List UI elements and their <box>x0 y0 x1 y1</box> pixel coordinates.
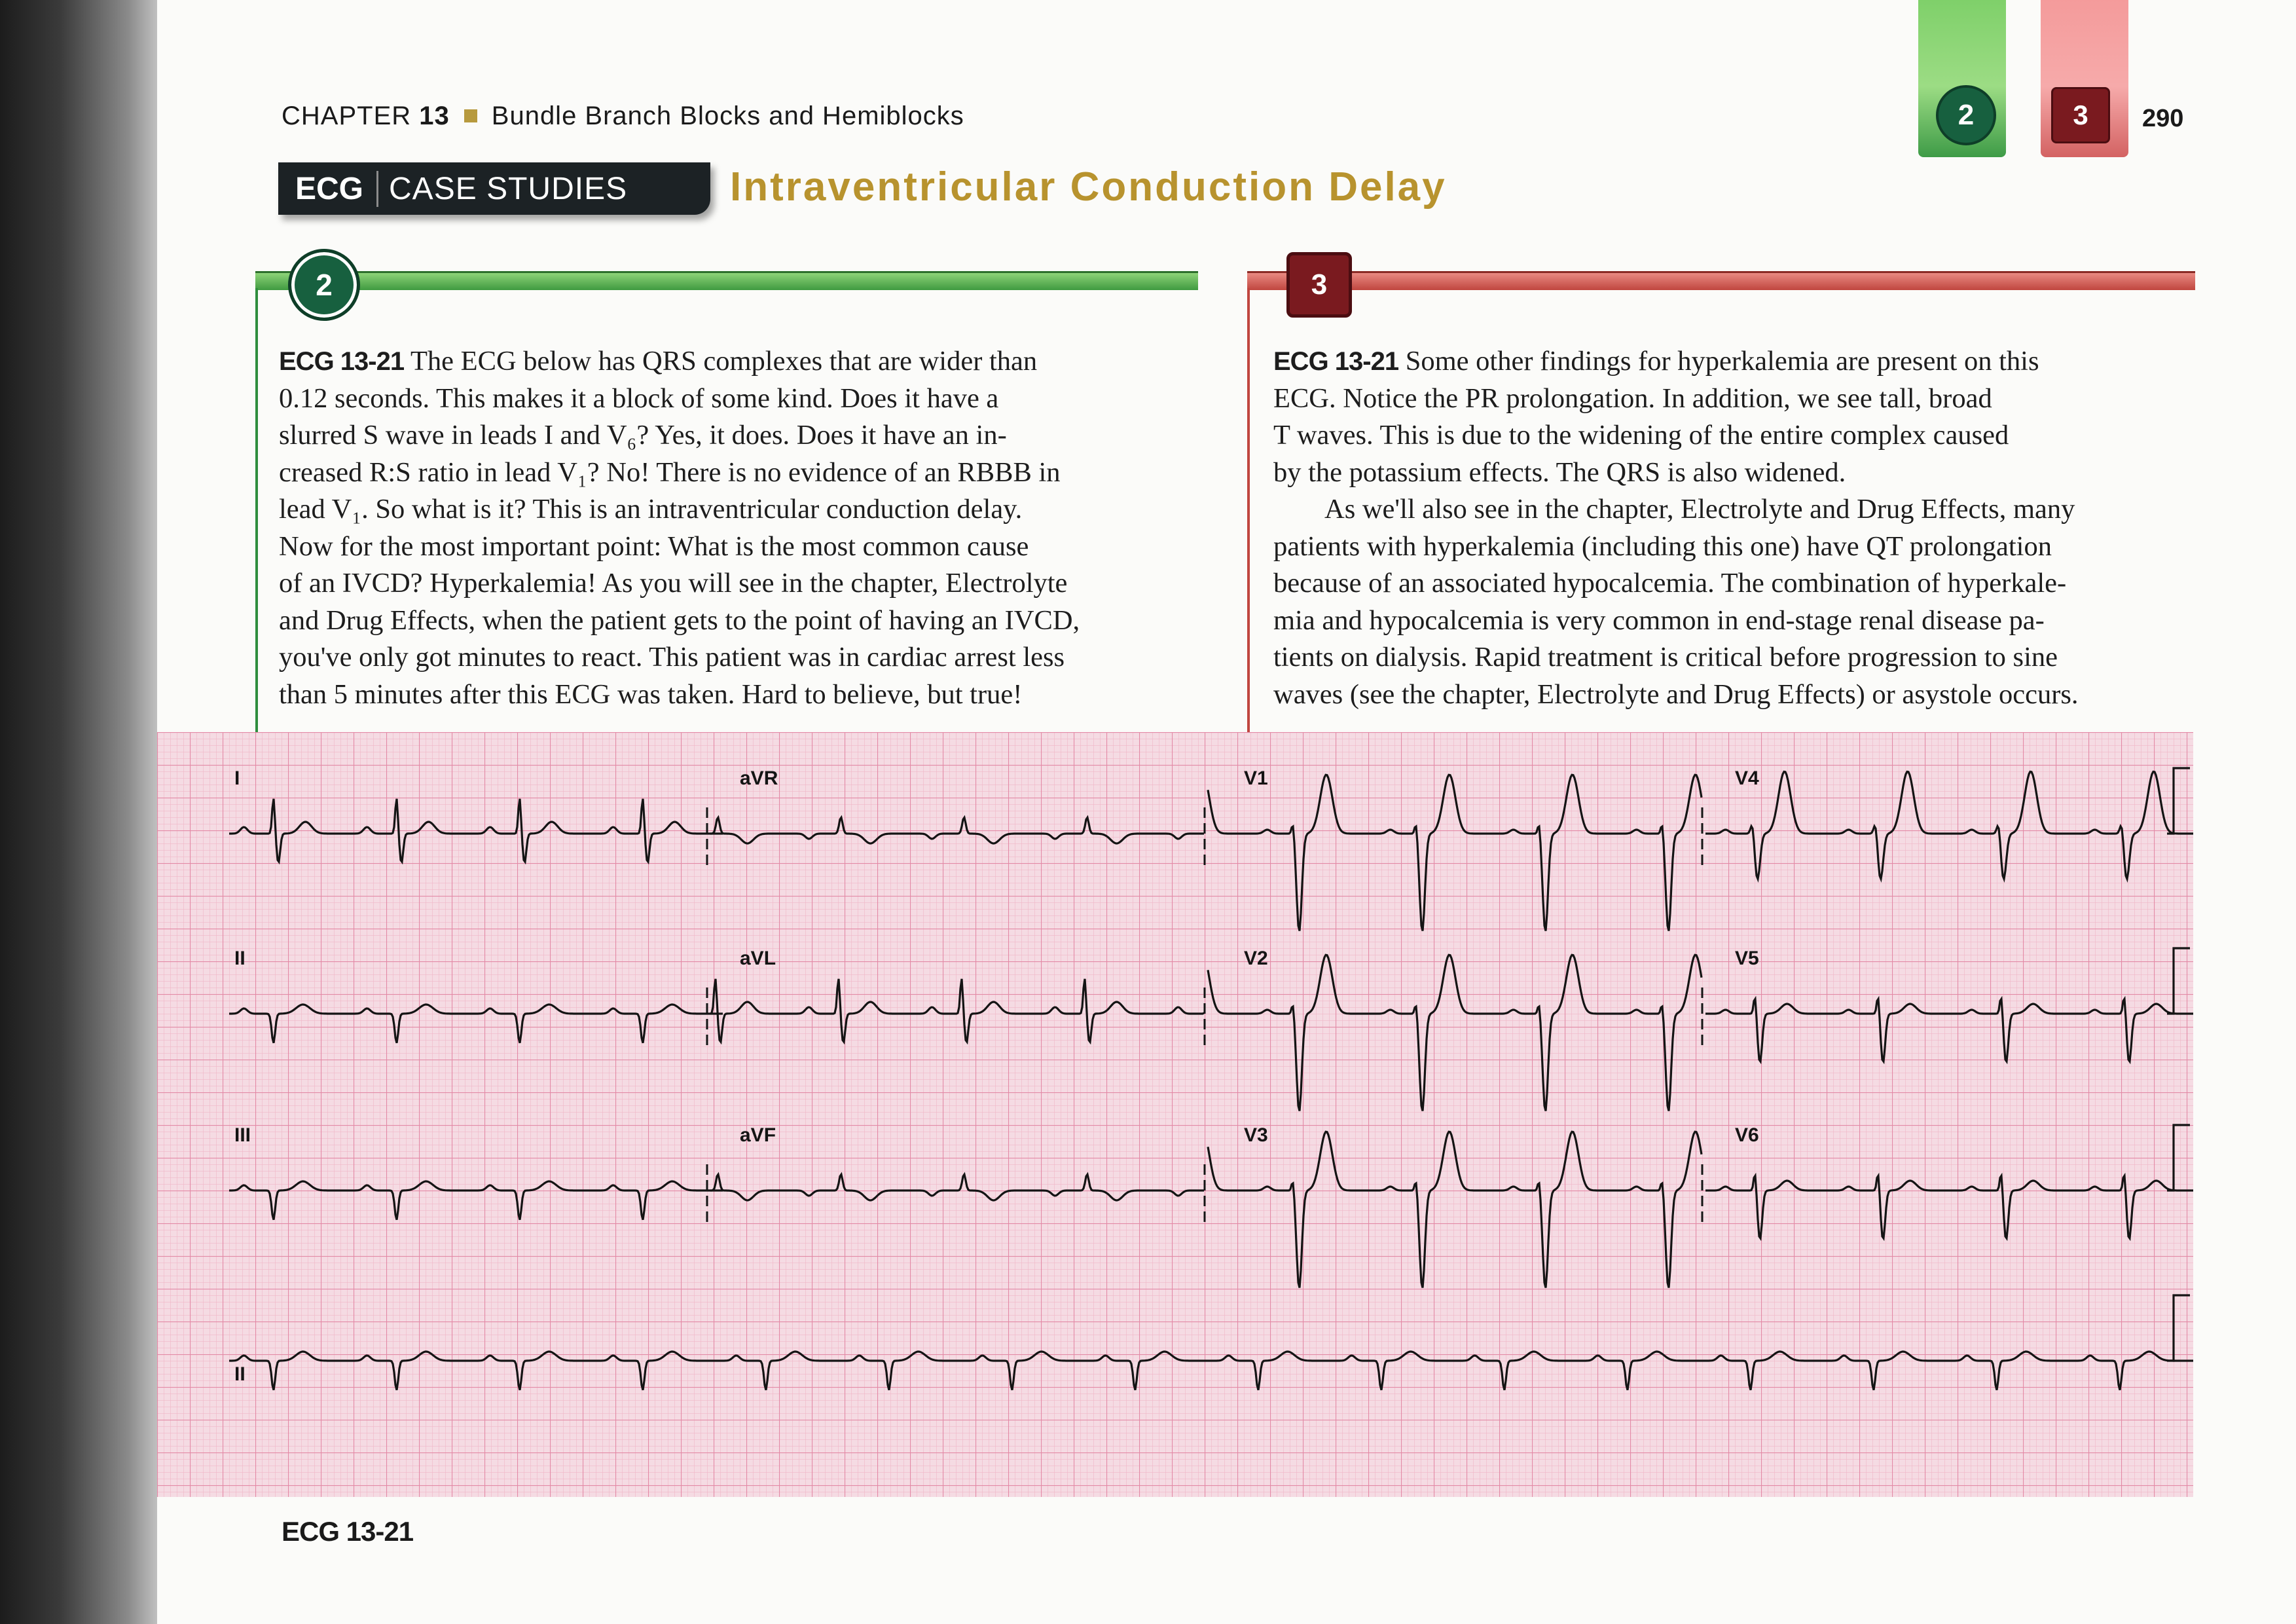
left-line-3: slurred S wave in leads I and V₆? Yes, it does. Does it have an in- <box>279 420 1007 451</box>
lead-label-5: aVL <box>740 948 776 969</box>
running-header <box>282 101 964 131</box>
lead-label-2: V1 <box>1244 767 1268 789</box>
right-line-7: because of an associated hypocalcemia. The combination of hyperkale- <box>1273 568 2067 599</box>
right-line-6: patients with hyperkalemia (including this one) have QT prolongation <box>1273 530 2052 562</box>
chapter-number: 13 <box>419 101 450 130</box>
lead-label-8: III <box>234 1124 251 1146</box>
lead-label-6: V2 <box>1244 948 1268 969</box>
banner-ecg: ECG <box>278 171 378 207</box>
left-line-7: of an IVCD? Hyperkalemia! As you will see in the chapter, Electrolyte <box>279 568 1068 599</box>
left-line-6: Now for the most important point: What is the most common cause <box>279 530 1029 562</box>
left-line-4: creased R:S ratio in lead V₁? No! There is no evidence of an RBBB in <box>279 456 1061 488</box>
banner-case-studies: CASE STUDIES <box>389 171 628 206</box>
right-line-9: tients on dialysis. Rapid treatment is critical before progression to sine <box>1273 642 2058 673</box>
page-number: 290 <box>2142 105 2184 132</box>
lead-label-12: II <box>234 1363 246 1385</box>
tab-badge-2: 2 <box>1936 85 1996 145</box>
right-line-1: ECG 13-21 Some other findings for hyperkalemia are present on this <box>1273 346 2039 377</box>
lead-label-7: V5 <box>1735 948 1759 969</box>
red-vertical-rule <box>1247 288 1250 733</box>
left-line-5: lead V₁. So what is it? This is an intraventricular conduction delay. <box>279 494 1023 525</box>
page-title: Intraventricular Conduction Delay <box>730 164 1447 210</box>
ecg-svg <box>157 732 2193 1497</box>
left-line-9: you've only got minutes to react. This patient was in cardiac arrest less <box>279 642 1065 673</box>
case-studies-banner <box>278 162 710 215</box>
figure-caption: ECG 13-21 <box>282 1516 414 1547</box>
red-rule <box>1247 271 2195 290</box>
lead-label-11: V6 <box>1735 1124 1759 1146</box>
chapter-title: Bundle Branch Blocks and Hemiblocks <box>491 101 964 130</box>
right-line-5: As we'll also see in the chapter, Electrolyte and Drug Effects, many <box>1324 494 2075 525</box>
ecg-tracing <box>157 732 2193 1497</box>
lead-label-3: V4 <box>1735 767 1759 789</box>
green-vertical-rule <box>255 288 258 733</box>
left-line-1: ECG 13-21 The ECG below has QRS complexes that are wider than <box>279 346 1038 377</box>
left-line-8: and Drug Effects, when the patient gets to the point of having an IVCD, <box>279 604 1080 636</box>
green-rule <box>255 271 1198 290</box>
right-line-4: by the potassium effects. The QRS is also widened. <box>1273 456 1846 488</box>
scan-shadow <box>0 0 170 1624</box>
lead-label-0: I <box>234 767 240 789</box>
lead-label-1: aVR <box>740 767 778 789</box>
lead-label-9: aVF <box>740 1124 776 1146</box>
right-label: ECG 13-21 <box>1273 347 1399 376</box>
right-line-8: mia and hypocalcemia is very common in end-stage renal disease pa- <box>1273 604 2045 636</box>
left-line-10: than 5 minutes after this ECG was taken. Hard to believe, but true! <box>279 678 1023 710</box>
left-line-2: 0.12 seconds. This makes it a block of some kind. Does it have a <box>279 382 999 414</box>
lead-label-10: V3 <box>1244 1124 1268 1146</box>
right-line-2: ECG. Notice the PR prolongation. In addition, we see tall, broad <box>1273 382 1992 414</box>
left-label: ECG 13-21 <box>279 347 405 376</box>
left-text <box>279 343 1209 713</box>
level-badge-2: 2 <box>288 249 360 321</box>
chapter-word: CHAPTER <box>282 101 412 130</box>
lead-label-4: II <box>234 948 246 969</box>
level-badge-3: 3 <box>1286 252 1352 318</box>
right-text <box>1273 343 2203 713</box>
tab-badge-3: 3 <box>2051 87 2110 143</box>
gold-square-icon <box>464 109 477 122</box>
ecg-grid <box>157 732 2193 1497</box>
right-line-10: waves (see the chapter, Electrolyte and Drug Effects) or asystole occurs. <box>1273 678 2079 710</box>
right-line-3: T waves. This is due to the widening of the entire complex caused <box>1273 420 2009 451</box>
